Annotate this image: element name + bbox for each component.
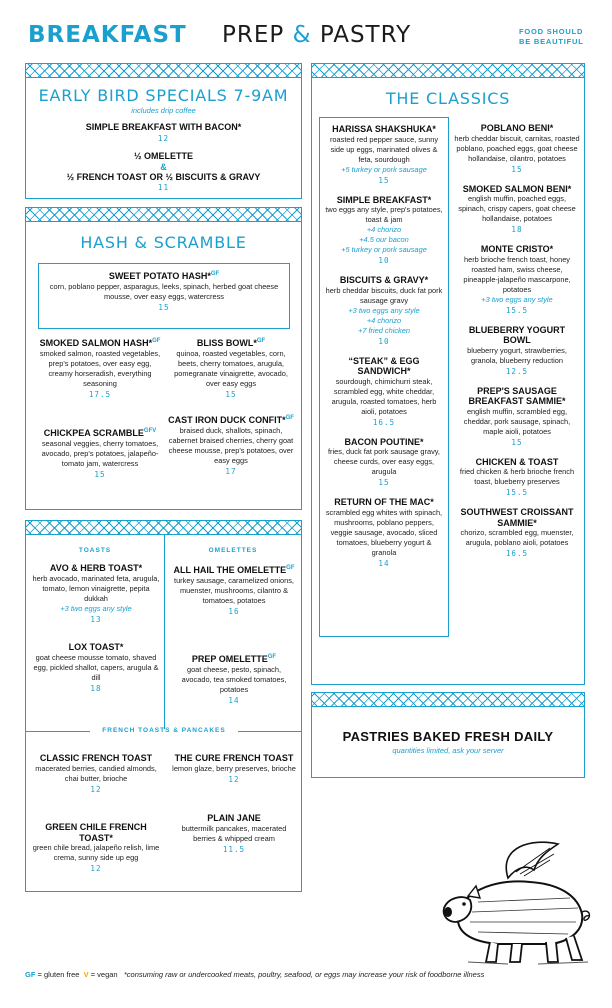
item-name: CAST IRON DUCK CONFIT*$^{GF}$ bbox=[168, 415, 294, 425]
gf-key: GF bbox=[25, 970, 36, 979]
menu-item bbox=[324, 275, 444, 347]
menu-item bbox=[172, 813, 296, 855]
item-price: 10 bbox=[378, 256, 390, 265]
decorative-pattern-band bbox=[312, 693, 584, 707]
item-description: buttermilk pancakes, macerated berries & whipped cream bbox=[181, 823, 287, 843]
item-name: SMOKED SALMON HASH*$^{GF}$ bbox=[39, 338, 161, 348]
decorative-pattern-band bbox=[312, 64, 584, 78]
item-description: seasonal veggies, cherry tomatoes, avocado, prep's potatoes, jalapeño-tomato jam, watercress bbox=[41, 438, 159, 468]
item-price: 17 bbox=[225, 466, 237, 476]
item-price: 15 bbox=[511, 164, 523, 174]
item-description: smoked salmon, roasted vegetables, prep's potatoes, over easy egg, creamy horseradish, everything seasoning bbox=[39, 348, 161, 388]
item-name: SOUTHWEST CROISSANT SAMMIE* bbox=[460, 507, 574, 528]
menu-item bbox=[454, 386, 580, 448]
menu-item bbox=[168, 413, 294, 477]
food-safety-disclaimer: *consuming raw or undercooked meats, poultry, seafood, or eggs may increase your risk of foodborne illness bbox=[123, 970, 485, 979]
item-description: braised duck, shallots, spinach, cabernet braised cherries, cherry goat cheese mousse, prep's potatoes, over easy eggs bbox=[168, 425, 294, 465]
item-price: 15 bbox=[225, 389, 237, 399]
item-description: chorizo, scrambled egg, muenster, arugula, poblano aioli, potatoes bbox=[460, 528, 574, 547]
item-name: POBLANO BENI* bbox=[480, 123, 554, 133]
item-name: CHICKPEA $SCRAMBLE^{GFV}$ bbox=[43, 428, 157, 438]
menu-item bbox=[454, 457, 580, 499]
menu-header bbox=[0, 22, 612, 62]
item-addon: +4 chorizo bbox=[366, 225, 402, 234]
item-price: 15.5 bbox=[505, 305, 529, 315]
item-price: 18 bbox=[90, 683, 102, 693]
item-addon: +3 two eggs any style bbox=[60, 603, 132, 613]
toasts-label: TOASTS bbox=[78, 547, 112, 554]
menu-item bbox=[324, 195, 444, 267]
omelettes-label: OMELETTES bbox=[208, 547, 258, 554]
flying-pig-illustration bbox=[438, 838, 598, 966]
name-prep: PREP bbox=[222, 22, 285, 48]
item-price: 16 bbox=[228, 606, 240, 616]
item-price: 11.5 bbox=[222, 844, 246, 854]
item-description: blueberry yogurt, strawberries, granola, blueberry reduction bbox=[467, 345, 567, 365]
item-addon: +4.5 our bacon bbox=[359, 235, 409, 244]
item-price: 13 bbox=[90, 614, 102, 624]
item-name: PLAIN JANE bbox=[207, 813, 261, 823]
decorative-pattern-band bbox=[26, 208, 301, 222]
early-bird-section bbox=[25, 63, 302, 199]
breakfast-heading: BREAKFAST bbox=[28, 22, 187, 48]
item-price: 12 bbox=[90, 784, 102, 794]
item-name: PREP $OMELETTE^{GF}$ bbox=[191, 654, 277, 664]
menu-item bbox=[172, 652, 296, 706]
item-price: 15.5 bbox=[505, 488, 529, 497]
item-price: 12 bbox=[228, 774, 240, 784]
item-price: 15 bbox=[511, 437, 523, 447]
item-price: 17.5 bbox=[88, 389, 112, 399]
section-title: HASH & SCRAMBLE bbox=[80, 233, 247, 252]
menu-item bbox=[32, 151, 295, 193]
item-description: goat cheese, pesto, spinach, avocado, tea smoked tomatoes, potatoes bbox=[181, 664, 287, 694]
decorative-pattern-band bbox=[26, 521, 301, 535]
hash-scramble-section bbox=[25, 207, 302, 510]
classics-right-column bbox=[454, 123, 580, 568]
flying-pig-icon bbox=[438, 838, 598, 966]
item-price: 10 bbox=[378, 336, 390, 346]
gf-tag: GF bbox=[285, 415, 294, 421]
pastries-subtitle: quantities limited, ask your server bbox=[392, 746, 504, 755]
item-name: MONTE CRISTO* bbox=[480, 244, 554, 254]
item-description: english muffin, scrambled egg, cheddar, pork sausage, spinach, maple aioli, potatoes bbox=[463, 406, 571, 436]
item-price: 11 bbox=[157, 183, 170, 192]
item-description: goat cheese mousse tomato, shaved egg, pickled shallot, capers, arugula & dill bbox=[33, 652, 159, 682]
pastries-title: PASTRIES BAKED FRESH DAILY bbox=[342, 729, 554, 744]
classics-left-frame bbox=[319, 117, 449, 637]
item-price: 16.5 bbox=[372, 417, 396, 427]
item-description: herb brioche french toast, honey roasted ham, swiss cheese, pineapple-jalapeño mascarpone, potatoes bbox=[463, 254, 571, 294]
tagline-line-2: BE BEAUTIFUL bbox=[519, 37, 584, 46]
item-price: 18 bbox=[511, 225, 523, 234]
item-addon: +5 turkey or pork sausage bbox=[341, 245, 427, 254]
item-name: THE CURE FRENCH TOAST bbox=[174, 753, 294, 763]
gf-tag: GFV bbox=[143, 428, 157, 434]
item-description: roasted red pepper sauce, sunny side up eggs, marinated olives & feta, sourdough bbox=[329, 134, 439, 164]
item-price: 12 bbox=[90, 864, 102, 873]
menu-item bbox=[45, 269, 283, 313]
gf-tag: GF bbox=[267, 654, 277, 660]
restaurant-name bbox=[222, 22, 411, 48]
item-description: herb avocado, marinated feta, arugula, tomato, lemon vinaigrette, pepita dukkah bbox=[32, 573, 160, 603]
item-name: GREEN CHILE FRENCH TOAST* bbox=[45, 822, 147, 843]
menu-item bbox=[454, 123, 580, 175]
pastries-section bbox=[311, 692, 585, 778]
section-title: EARLY BIRD SPECIALS 7-9AM bbox=[38, 86, 289, 105]
menu-item bbox=[454, 184, 580, 236]
gf-key-text: = gluten free bbox=[37, 970, 80, 979]
menu-item bbox=[454, 325, 580, 377]
name-ampersand: & bbox=[292, 22, 312, 48]
item-price: 12 bbox=[157, 133, 170, 143]
menu-item bbox=[36, 336, 164, 400]
item-price: 15 bbox=[378, 478, 390, 487]
item-description: macerated berries, candied almonds, chai butter, brioche bbox=[35, 763, 157, 783]
item-description: fried chicken & herb brioche french toast, blueberry preserves bbox=[459, 467, 575, 486]
item-name: SIMPLE BREAKFAST* bbox=[336, 194, 432, 205]
menu-item bbox=[32, 753, 160, 795]
menu-item bbox=[454, 244, 580, 316]
vegan-key-text: = vegan bbox=[90, 970, 118, 979]
item-addon: +3 two eggs any style bbox=[348, 305, 420, 315]
item-price: 12.5 bbox=[505, 366, 529, 376]
item-name: BACON POUTINE* bbox=[344, 436, 424, 447]
section-title: THE CLASSICS bbox=[385, 89, 511, 108]
menu-item bbox=[168, 336, 294, 400]
menu-item bbox=[36, 122, 291, 144]
item-description: turkey sausage, caramelized onions, muenster, mushrooms, cilantro & tomatoes, potatoes bbox=[174, 575, 294, 605]
item-price: 15 bbox=[94, 469, 106, 479]
decorative-pattern-band bbox=[26, 64, 301, 78]
vegan-key: V bbox=[83, 970, 89, 979]
menu-item bbox=[324, 356, 444, 428]
item-price: 14 bbox=[378, 558, 390, 568]
divider-line bbox=[26, 731, 90, 732]
gf-tag: GF bbox=[256, 338, 266, 344]
item-description: sourdough, chimichurri steak, scrambled egg, white cheddar, arugula, roasted tomatoes, herb aioli, potatoes bbox=[331, 376, 437, 416]
item-description: scrambled egg whites with spinach, mushrooms, poblano peppers, veggie sausage, avocado, sliced tomatoes, blueberry yogurt & granola bbox=[325, 507, 443, 557]
item-addon: +7 fried chicken bbox=[358, 325, 410, 335]
item-description: herb cheddar biscuits, duck fat pork sausage gravy bbox=[325, 285, 443, 305]
item-name: SIMPLE BREAKFAST WITH BACON* bbox=[85, 122, 242, 132]
item-price: 16.5 bbox=[505, 549, 529, 558]
featured-item-frame bbox=[38, 263, 290, 329]
item-name: HARISSA SHAKSHUKA* bbox=[332, 124, 436, 134]
menu-item bbox=[324, 124, 444, 186]
menu-item bbox=[172, 563, 296, 617]
menu-item bbox=[172, 753, 296, 785]
toasts-omelettes-section bbox=[25, 520, 302, 892]
item-name: BLUEBERRY YOGURT BOWL bbox=[468, 324, 566, 345]
french-toasts-label: FRENCH TOASTS & PANCAKES bbox=[102, 727, 226, 734]
gf-tag: GF bbox=[152, 338, 161, 344]
menu-item bbox=[454, 507, 580, 559]
item-name: SMOKED SALMON BENI* bbox=[462, 183, 572, 194]
item-name: PREP'S SAUSAGE BREAKFAST SAMMIE* bbox=[468, 385, 566, 406]
item-name: BLISS BOWL*$^{GF}$ bbox=[196, 338, 266, 348]
item-description: herb cheddar biscuit, carnitas, roasted poblano, poached eggs, goat cheese hollandaise, cilantro, potatoes bbox=[454, 133, 580, 163]
item-description: english muffin, poached eggs, spinach, crispy capers, goat cheese hollandaise, potatoes bbox=[458, 194, 576, 223]
item-name: AVO & HERB TOAST* bbox=[49, 563, 143, 573]
tagline bbox=[519, 27, 599, 47]
name-pastry: PASTRY bbox=[319, 22, 412, 48]
item-name: SWEET POTATO HASH*$^{GF}$ bbox=[108, 271, 220, 281]
item-addon: +4 chorizo bbox=[366, 315, 402, 325]
item-description: fries, duck fat pork sausage gravy, cheese curds, over easy eggs, arugula bbox=[327, 447, 440, 476]
menu-item bbox=[32, 563, 160, 625]
menu-item bbox=[32, 642, 160, 694]
item-name: CHICKEN & TOAST bbox=[475, 456, 559, 467]
item-description: corn, poblano pepper, asparagus, leeks, spinach, herbed goat cheese mousse, over easy eggs, watercress bbox=[49, 281, 279, 301]
gf-tag: GF bbox=[286, 565, 295, 571]
item-name: RETURN OF THE MAC* bbox=[334, 497, 434, 507]
item-ampersand: & bbox=[160, 161, 167, 172]
item-name: LOX TOAST* bbox=[68, 642, 124, 652]
item-description: lemon glaze, berry preserves, brioche bbox=[172, 763, 296, 773]
item-price: 14 bbox=[228, 695, 240, 705]
menu-footer bbox=[25, 970, 484, 979]
item-price: 15 bbox=[158, 302, 170, 312]
item-name: CLASSIC FRENCH TOAST bbox=[39, 753, 153, 763]
section-subtitle: includes drip coffee bbox=[131, 106, 196, 115]
item-addon: +5 turkey or pork sausage bbox=[341, 164, 427, 174]
classics-left-column bbox=[324, 124, 444, 578]
item-name: “STEAK” & EGG SANDWICH* bbox=[348, 355, 420, 376]
menu-item bbox=[32, 822, 160, 874]
classics-section bbox=[311, 63, 585, 685]
item-description: green chile bread, jalapeño relish, lime crema, sunny side up egg bbox=[32, 843, 160, 862]
tagline-line-1: FOOD SHOULD bbox=[519, 27, 584, 36]
column-divider bbox=[164, 535, 165, 729]
item-price: 15 bbox=[378, 175, 390, 185]
item-name: ALL HAIL THE $OMELETTE^{GF}$ bbox=[173, 565, 295, 575]
menu-item bbox=[324, 497, 444, 569]
item-name: ½ OMELETTE bbox=[133, 151, 193, 161]
menu-item bbox=[36, 426, 164, 480]
gf-tag: GF bbox=[210, 271, 220, 277]
item-addon: +3 two eggs any style bbox=[481, 294, 553, 304]
item-description: two eggs any style, prep's potatoes, toast & jam bbox=[325, 205, 443, 224]
divider-line bbox=[238, 731, 302, 732]
item-name-second: ½ FRENCH TOAST OR ½ BISCUITS & GRAVY bbox=[66, 171, 261, 182]
item-name: BISCUITS & GRAVY* bbox=[339, 275, 429, 285]
item-description: quinoa, roasted vegetables, corn, beets, cherry tomatoes, arugula, pomegranate vinaigrette, avocado, over easy eggs bbox=[174, 348, 288, 388]
menu-item bbox=[324, 437, 444, 489]
